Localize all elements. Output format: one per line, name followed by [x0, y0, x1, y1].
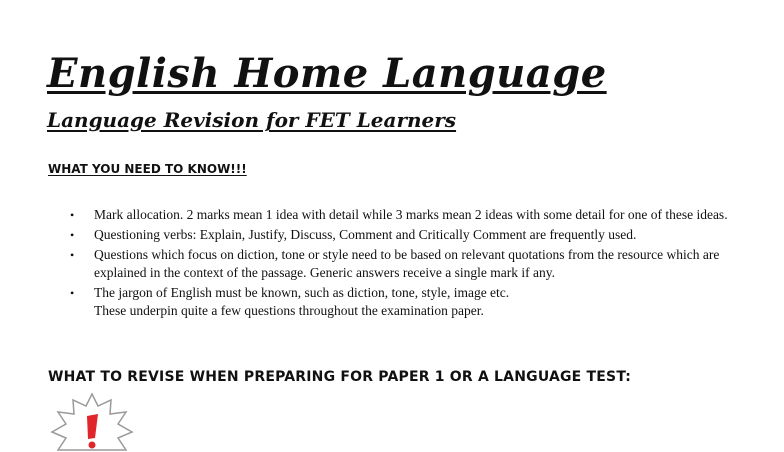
bullet-icon: • — [70, 208, 75, 222]
page-title: English Home Language — [47, 50, 607, 97]
list-item — [70, 226, 750, 244]
bullet-icon: • — [70, 286, 75, 300]
bullet-icon: • — [70, 228, 75, 242]
bullet-text: Questioning verbs: Explain, Justify, Discuss, Comment and Critically Comment are frequently used. — [94, 227, 637, 242]
bullet-icon: • — [70, 248, 75, 262]
bullet-text: The jargon of English must be known, such as diction, tone, style, image etc. — [94, 285, 510, 300]
list-item — [70, 246, 750, 282]
bullet-list — [70, 206, 750, 322]
bullet-text: Mark allocation. 2 marks mean 1 idea with detail while 3 marks mean 2 ideas with some detail for one of these ideas. — [94, 207, 728, 222]
revise-heading: WHAT TO REVISE WHEN PREPARING FOR PAPER 1 OR A LANGUAGE TEST: — [48, 369, 632, 385]
list-item — [70, 206, 750, 224]
exclamation-badge-icon — [48, 392, 136, 452]
bullet-text: Questions which focus on diction, tone or style need to be based on relevant quotations from the resource which are explained in the context of the passage. Generic answers receive a single mark if any. — [94, 247, 720, 280]
know-heading: WHAT YOU NEED TO KNOW!!! — [48, 162, 247, 176]
bullet-extra-text: These underpin quite a few questions throughout the examination paper. — [94, 303, 484, 318]
page-subtitle: Language Revision for FET Learners — [47, 108, 457, 132]
list-item — [70, 284, 750, 320]
